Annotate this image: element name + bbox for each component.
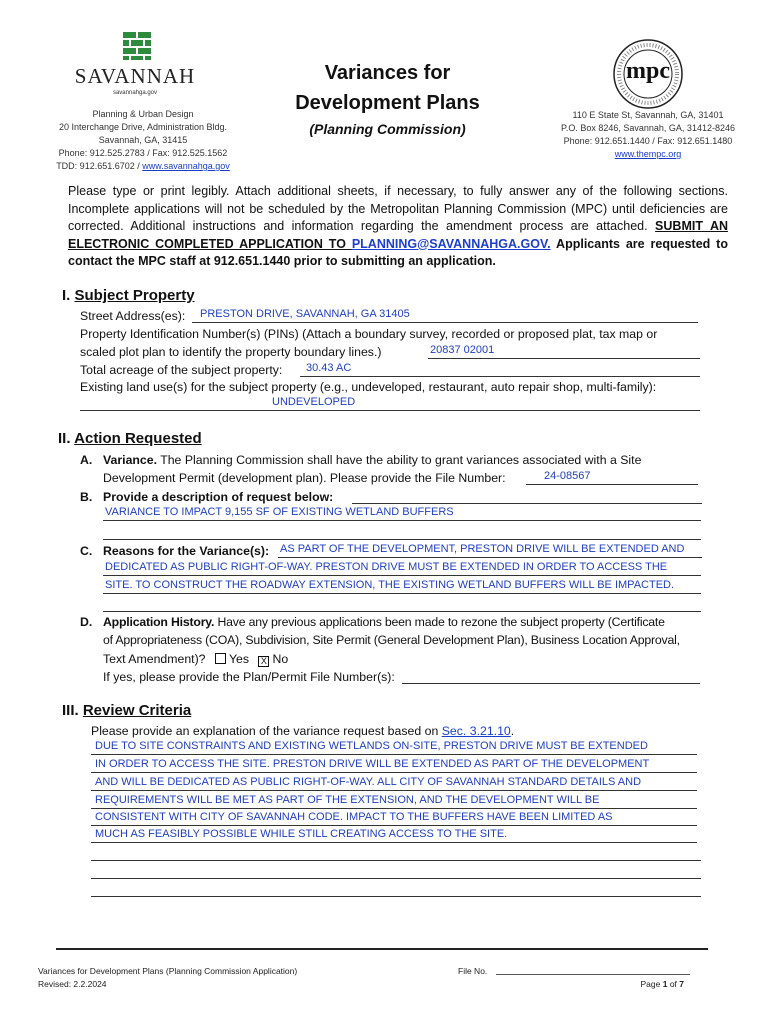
page-num: 1 xyxy=(662,979,668,989)
section1-num: I. xyxy=(62,287,71,304)
review-line: MUCH AS FEASIBLY POSSIBLE WHILE STILL CREATING ACCESS TO THE SITE. xyxy=(95,828,508,840)
acreage-field[interactable] xyxy=(300,362,700,377)
footer-rule xyxy=(56,948,708,950)
city-name: SAVANNAH xyxy=(74,64,196,88)
review-field-5[interactable] xyxy=(91,811,697,826)
page-of: of xyxy=(667,979,680,989)
footer-file-no-field[interactable] xyxy=(496,964,690,975)
page-prefix: Page xyxy=(640,979,663,989)
street-label: Street Address(es): xyxy=(80,309,186,323)
page-subtitle: (Planning Commission) xyxy=(309,121,466,137)
variance-para xyxy=(103,451,703,469)
reasons-line1: AS PART OF THE DEVELOPMENT, PRESTON DRIVE WILL BE EXTENDED AND xyxy=(280,543,685,555)
right-phone: Phone: 912.651.1440 / Fax: 912.651.1480 xyxy=(563,136,733,146)
reasons-line2: DEDICATED AS PUBLIC RIGHT-OF-WAY. PRESTON DRIVE MUST BE EXTENDED IN ORDER TO ACCESS THE xyxy=(105,561,668,573)
review-field-3[interactable] xyxy=(91,776,697,791)
b-letter: B. xyxy=(80,490,93,504)
d-line3 xyxy=(103,650,288,668)
section3-num: III. xyxy=(62,702,79,719)
b-line0-field[interactable] xyxy=(352,489,702,504)
d-text2: of Appropriateness (COA), Subdivision, Site Permit (General Development Plan), Business Location Approval, xyxy=(103,633,680,647)
a-text2: Development Permit (development plan). Please provide the File Number: xyxy=(103,471,506,485)
title-line1: Variances for xyxy=(324,62,451,84)
intro-text1: Please type or print legibly. Attach additional sheets, if necessary, to fully answer any of the following sections. Incomplete applications will not be scheduled by the Metropolitan Planning Commission (MPC) until deficiencies are corrected. Additional instructions and information regarding the amendment process are attached. xyxy=(68,184,728,233)
section2-heading xyxy=(58,430,202,447)
planning-email-link[interactable]: PLANNING@SAVANNAHGA.GOV. xyxy=(351,236,551,251)
a-text1: The Planning Commission shall have the ability to grant variances associated with a Site xyxy=(157,453,642,467)
left-tdd: TDD: 912.651.6702 / xyxy=(56,161,143,171)
b-label: Provide a description of request below: xyxy=(103,490,334,504)
left-phone: Phone: 912.525.2783 / Fax: 912.525.1562 xyxy=(58,148,228,158)
file-number-value: 24-08567 xyxy=(544,470,591,482)
review-field-4[interactable] xyxy=(91,794,697,809)
review-field-9[interactable] xyxy=(91,882,701,897)
landuse-value: UNDEVELOPED xyxy=(272,396,356,408)
reasons-field-3[interactable] xyxy=(103,579,701,594)
review-prompt xyxy=(91,722,514,740)
no-label: No xyxy=(272,652,289,666)
savannah-logo-icon xyxy=(121,30,153,62)
dept-name: Planning & Urban Design xyxy=(92,109,194,119)
reasons-field-2[interactable] xyxy=(103,561,701,576)
review-field-2[interactable] xyxy=(91,758,697,773)
mpc-seal-text: mpc xyxy=(626,58,670,84)
page-title xyxy=(270,58,505,118)
review-line: AND WILL BE DEDICATED AS PUBLIC RIGHT-OF-WAY. ALL CITY OF SAVANNAH STANDARD DETAILS AND xyxy=(95,776,642,788)
a-letter: A. xyxy=(80,453,93,467)
section1-heading xyxy=(62,287,195,304)
left-address1: 20 Interchange Drive, Administration Bldg. xyxy=(58,122,228,132)
reasons-field-4[interactable] xyxy=(103,597,701,612)
review-line: CONSISTENT WITH CITY OF SAVANNAH CODE. IMPACT TO THE BUFFERS HAVE BEEN LIMITED AS xyxy=(95,811,613,823)
pin-label2: scaled plot plan to identify the property boundary lines.) xyxy=(80,345,382,359)
street-field[interactable] xyxy=(192,308,698,323)
history-file-field[interactable] xyxy=(402,669,700,684)
landuse-field[interactable] xyxy=(80,396,700,411)
review-field-1[interactable] xyxy=(91,740,697,755)
intro-paragraph xyxy=(68,183,728,271)
no-checkbox[interactable]: X xyxy=(258,656,269,667)
review-field-6[interactable] xyxy=(91,828,697,843)
reasons-line3: SITE. TO CONSTRUCT THE ROADWAY EXTENSION, THE EXISTING WETLAND BUFFERS WILL BE IMPACTED. xyxy=(105,579,675,591)
mpc-website-link[interactable]: www.thempc.org xyxy=(614,149,682,159)
left-tdd-line xyxy=(38,160,248,173)
d-text3: Text Amendment)? xyxy=(103,652,206,666)
title-line2: Development Plans xyxy=(295,92,480,114)
left-contact-block xyxy=(38,108,248,173)
a-bold: Variance. xyxy=(103,453,158,467)
review-prompt-end: . xyxy=(510,724,515,738)
section1-title: Subject Property xyxy=(74,287,195,304)
review-line: IN ORDER TO ACCESS THE SITE. PRESTON DRIVE WILL BE EXTENDED AS PART OF THE DEVELOPMENT xyxy=(95,758,650,770)
review-line: DUE TO SITE CONSTRAINTS AND EXISTING WETLANDS ON-SITE, PRESTON DRIVE MUST BE EXTENDED xyxy=(95,740,648,752)
pin-label1: Property Identification Number(s) (PINs) (Attach a boundary survey, recorded or proposed plat, tax map or xyxy=(80,327,658,341)
d-text1: Have any previous applications been made to rezone the subject property (Certificate xyxy=(214,615,665,629)
description-field[interactable] xyxy=(103,506,701,521)
review-field-8[interactable] xyxy=(91,864,701,879)
landuse-label: Existing land use(s) for the subject property (e.g., undeveloped, restaurant, auto repair shop, multi-family): xyxy=(80,380,657,394)
yes-label: Yes xyxy=(228,652,250,666)
savannah-website-link[interactable]: www.savannahga.gov xyxy=(142,161,230,171)
d-letter: D. xyxy=(80,615,93,629)
intro-submit: SUBMIT AN ELECTRONIC COMPLETED APPLICATION TO xyxy=(68,219,728,251)
right-address1: 110 E State St, Savannah, GA, 31401 xyxy=(572,110,724,120)
section2-num: II. xyxy=(58,430,71,447)
footer-file-no xyxy=(458,966,487,976)
right-contact-block xyxy=(548,109,748,161)
footer-revised: Revised: 2.2.2024 xyxy=(38,979,107,989)
file-number-field[interactable] xyxy=(526,470,698,485)
review-prompt-text: Please provide an explanation of the variance request based on xyxy=(91,724,442,738)
section3-heading xyxy=(62,702,191,719)
savannah-logo xyxy=(121,30,153,67)
acreage-value: 30.43 AC xyxy=(306,362,352,374)
d-para xyxy=(103,613,713,631)
section2-title: Action Requested xyxy=(74,430,202,447)
pin-field[interactable] xyxy=(428,344,700,359)
description-field-2[interactable] xyxy=(103,525,701,540)
yes-checkbox[interactable] xyxy=(215,653,226,664)
footer-file-no-label: File No. xyxy=(458,966,488,976)
footer-form-name: Variances for Development Plans (Planning Commission Application) xyxy=(38,966,298,976)
left-address2: Savannah, GA, 31415 xyxy=(98,135,188,145)
street-value: PRESTON DRIVE, SAVANNAH, GA 31405 xyxy=(200,308,410,320)
intro-text2: Applicants are requested to contact the MPC staff at 912.651.1440 prior to submitting an application. xyxy=(68,236,728,268)
description-value: VARIANCE TO IMPACT 9,155 SF OF EXISTING WETLAND BUFFERS xyxy=(105,506,454,518)
city-domain: savannahga.gov xyxy=(112,90,158,96)
d-text4: If yes, please provide the Plan/Permit File Number(s): xyxy=(103,670,395,684)
reasons-field-1[interactable] xyxy=(278,543,702,558)
sec-3-21-10-link[interactable]: Sec. 3.21.10 xyxy=(441,724,511,738)
footer-page xyxy=(630,979,684,989)
section3-title: Review Criteria xyxy=(82,702,192,719)
review-line: REQUIREMENTS WILL BE MET AS PART OF THE EXTENSION, AND THE DEVELOPMENT WILL BE xyxy=(95,794,600,806)
page-total: 7 xyxy=(679,979,684,989)
d-bold: Application History. xyxy=(103,615,215,629)
review-field-7[interactable] xyxy=(91,846,701,861)
pin-value: 20837 02001 xyxy=(430,344,495,356)
c-letter: C. xyxy=(80,544,93,558)
c-label: Reasons for the Variance(s): xyxy=(103,544,270,558)
acreage-label: Total acreage of the subject property: xyxy=(80,363,283,377)
right-address2: P.O. Box 8246, Savannah, GA, 31412-8246 xyxy=(561,123,735,133)
